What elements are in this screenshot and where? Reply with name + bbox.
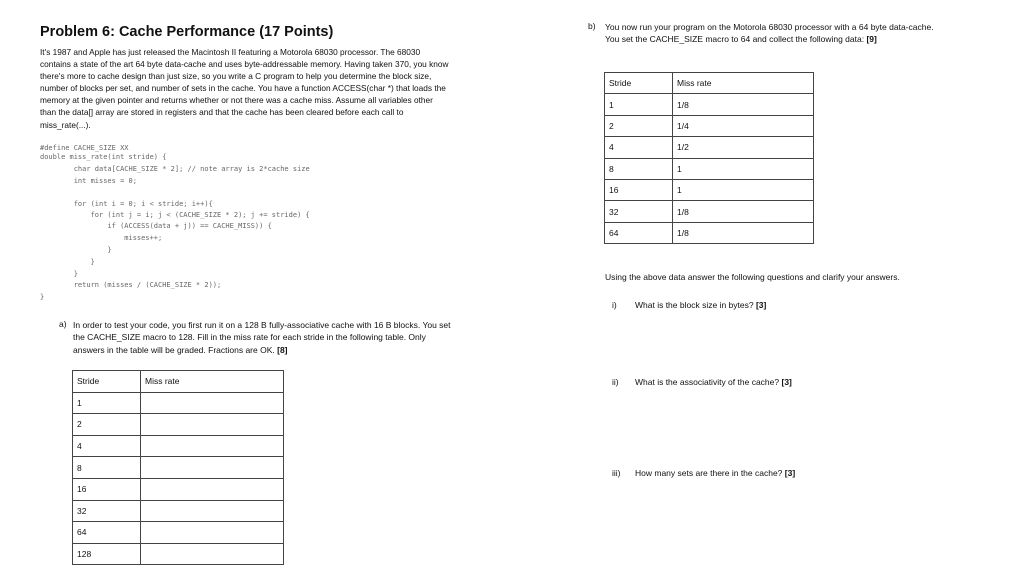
part-b-line-2 [605,33,985,45]
table-header-row [73,371,284,393]
miss-rate-cell: 1 [673,179,814,200]
code-line: double miss_rate(int stride) { [40,153,167,161]
question-points: [3] [755,300,767,310]
part-b-text [605,21,985,46]
code-line: for (int j = i; j < (CACHE_SIZE * 2); j += stride) { [40,211,310,219]
part-a-label: a) [59,319,67,329]
miss-rate-cell: 1/4 [673,115,814,136]
table-row [73,478,284,500]
code-line: for (int i = 0; i < stride; i++){ [40,200,213,208]
table-row [605,137,814,158]
stride-cell: 64 [605,222,673,243]
code-line: #define CACHE_SIZE XX [40,144,129,152]
stride-table-b [604,72,814,244]
stride-cell: 2 [605,115,673,136]
code-line: return (misses / (CACHE_SIZE * 2)); [40,281,222,289]
table-row [605,158,814,179]
stride-table-a [72,370,284,565]
table-row [73,500,284,522]
header-miss-rate: Miss rate [673,73,814,94]
table-row [73,414,284,436]
question-text: What is the block size in bytes? [635,300,754,310]
question-associativity [635,377,792,387]
header-miss-rate: Miss rate [141,371,284,393]
code-line: } [40,246,112,254]
code-line: char data[CACHE_SIZE * 2]; // note array is 2*cache size [40,165,310,173]
miss-rate-cell: 1 [673,158,814,179]
stride-cell: 32 [605,201,673,222]
code-line: } [40,270,78,278]
table-row [605,94,814,115]
miss-rate-answer-cell[interactable] [141,392,284,414]
code-line: } [40,258,95,266]
code-line: int misses = 0; [40,177,137,185]
miss-rate-answer-cell[interactable] [141,435,284,457]
part-b-label: b) [588,21,596,31]
part-b-question: You set the CACHE_SIZE macro to 64 and collect the following data: [605,34,865,45]
part-a-points: [8] [277,344,288,355]
table-row [73,435,284,457]
part-b-points: [9] [866,34,877,45]
miss-rate-answer-cell[interactable] [141,457,284,479]
table-header-row [605,73,814,94]
miss-rate-answer-cell[interactable] [141,478,284,500]
question-number: iii) [612,468,621,478]
table-row [73,543,284,565]
stride-cell: 4 [605,137,673,158]
miss-rate-cell: 1/8 [673,222,814,243]
question-points: [3] [784,468,796,478]
question-number: ii) [612,377,619,387]
miss-rate-cell: 1/8 [673,201,814,222]
table-row [605,179,814,200]
stride-cell: 8 [605,158,673,179]
table-row [73,522,284,544]
code-line: } [40,293,45,301]
miss-rate-cell: 1/8 [673,94,814,115]
stride-cell: 8 [73,457,141,479]
stride-cell: 64 [73,522,141,544]
question-number: i) [612,300,617,310]
miss-rate-cell: 1/2 [673,137,814,158]
question-num-sets [635,468,795,478]
problem-intro: It's 1987 and Apple has just released the Macintosh II featuring a Motorola 68030 processor. The 68030 contains a state of the art 64 byte data-cache and uses byte-addressable memory. Having taken 370, you know there's more to cache design than just size, so you write a C program to help you determine the block size, number of blocks per set, and number of sets in the cache. You have a function ACCESS(char *) that loads the memory at the given pointer and returns whether or not there was a cache miss. Assume all variables other than the data[] array are stored in registers and that the cache has been cleared before each call to miss_rate(...). [40,47,449,130]
table-row [605,115,814,136]
miss-rate-answer-cell[interactable] [141,500,284,522]
stride-cell: 1 [73,392,141,414]
table-row [605,201,814,222]
stride-cell: 128 [73,543,141,565]
miss-rate-answer-cell[interactable] [141,414,284,436]
part-a-text [73,319,458,356]
stride-cell: 16 [605,179,673,200]
header-stride: Stride [73,371,141,393]
stride-cell: 32 [73,500,141,522]
question-text: What is the associativity of the cache? [635,377,780,387]
question-text: How many sets are there in the cache? [635,468,783,478]
miss-rate-answer-cell[interactable] [141,522,284,544]
header-stride: Stride [605,73,673,94]
table-row [73,457,284,479]
question-points: [3] [781,377,792,387]
stride-cell: 1 [605,94,673,115]
stride-cell: 16 [73,478,141,500]
stride-cell: 4 [73,435,141,457]
code-line: if (ACCESS(data + j)) == CACHE_MISS)) { [40,222,272,230]
using-instructions: Using the above data answer the following questions and clarify your answers. [605,272,900,282]
table-row [73,392,284,414]
part-b-line-1: You now run your program on the Motorola 68030 processor with a 64 byte data-cache. [605,22,934,32]
question-block-size [635,300,766,310]
table-row [605,222,814,243]
part-a-question: In order to test your code, you first run it on a 128 B fully-associative cache with 16 B blocks. You set the CACHE_SIZE macro to 128. Fill in the miss rate for each stride in the following table. Only answers in the table will be graded. Fractions are OK. [73,320,451,355]
code-line: misses++; [40,234,163,242]
problem-title: Problem 6: Cache Performance (17 Points) [40,24,334,40]
miss-rate-answer-cell[interactable] [141,543,284,565]
stride-cell: 2 [73,414,141,436]
